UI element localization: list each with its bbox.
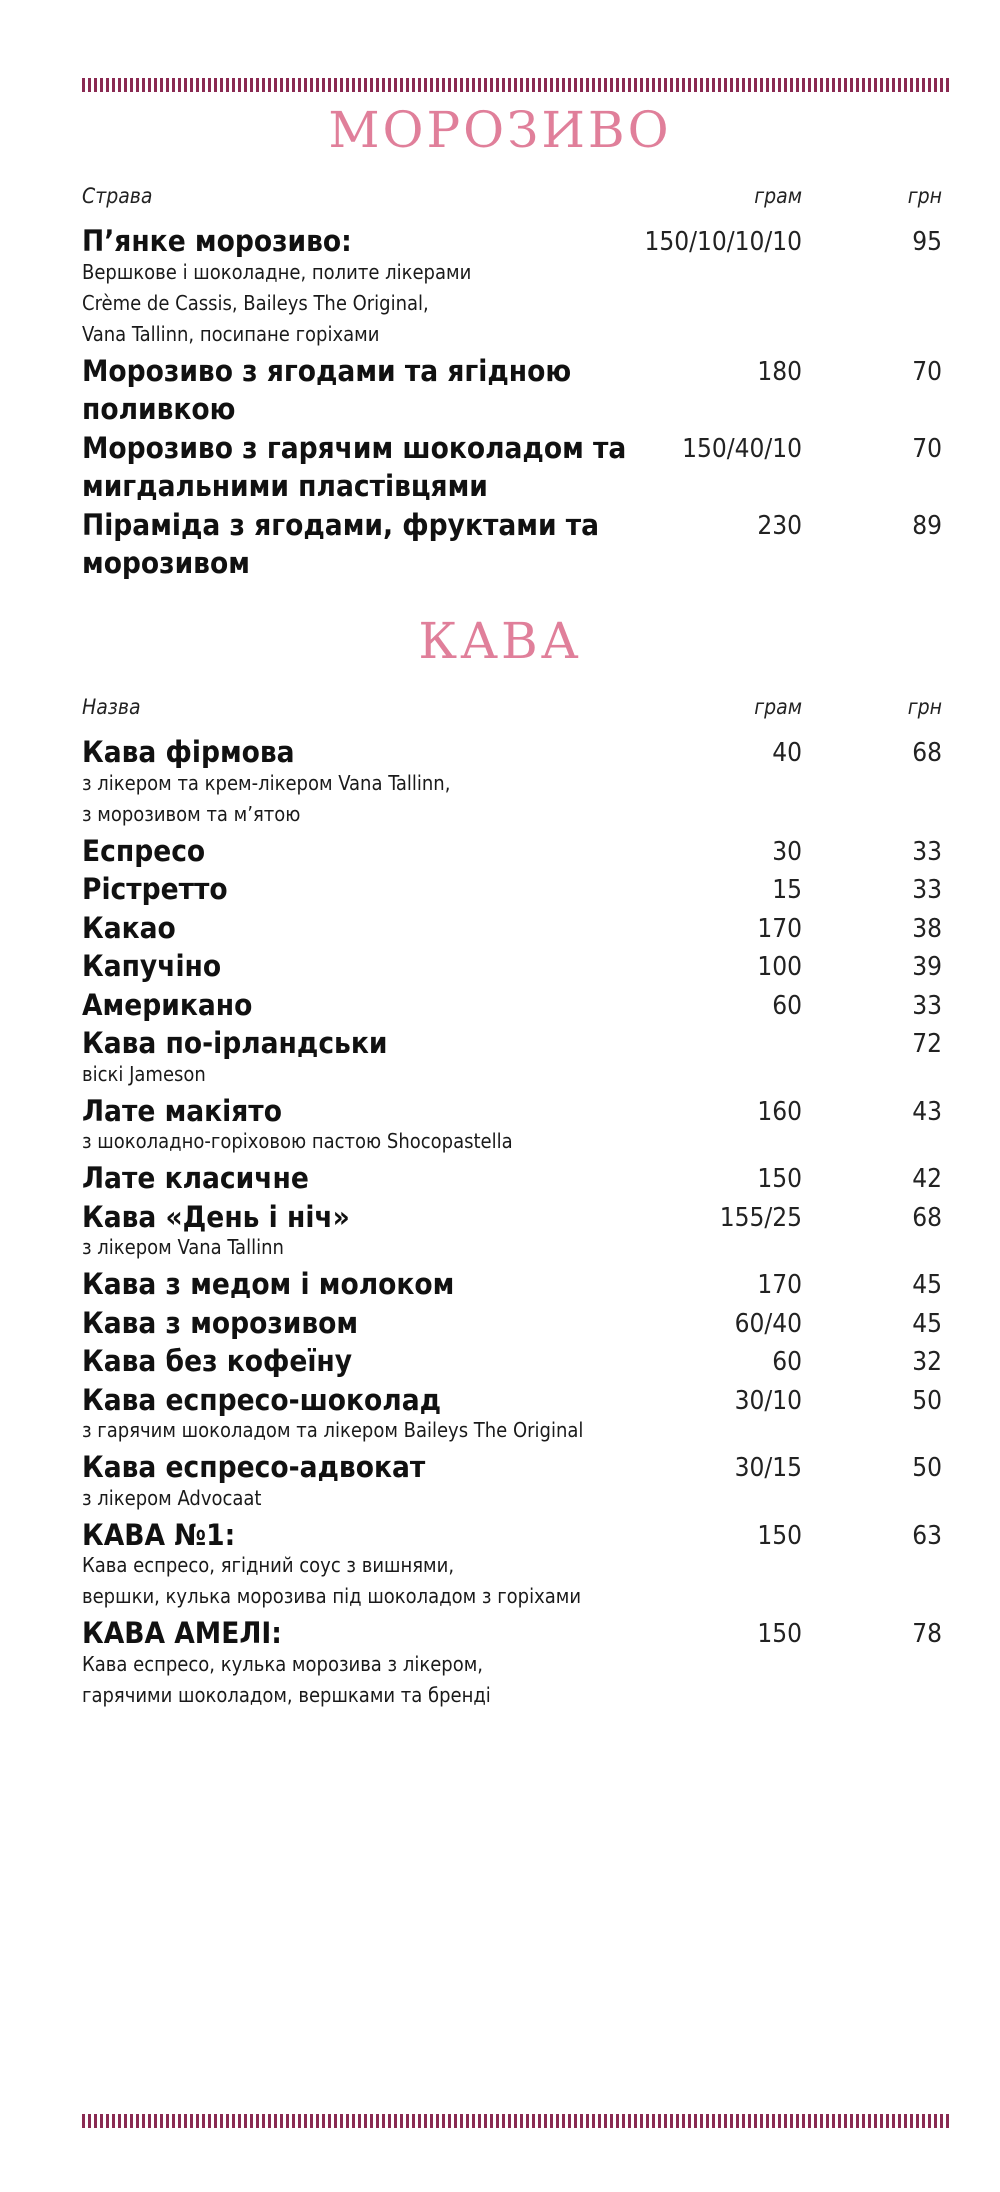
menu-item [82, 733, 942, 830]
item-weight: 150/10/10/10 [644, 227, 802, 257]
menu-item [82, 832, 942, 871]
item-name: Кава з медом і молоком [82, 1267, 455, 1301]
header-gram: грам [754, 184, 802, 208]
item-name: Кава з морозивом [82, 1305, 359, 1340]
item-name: Кава по-ірландськи [82, 1026, 388, 1060]
item-name: Кава без кофеїну [82, 1344, 353, 1378]
item-price: 68 [912, 1202, 942, 1233]
item-weight: 30 [772, 836, 802, 867]
item-price: 42 [912, 1164, 942, 1194]
item-description: Вершкове і шоколадне, полите лікерами Crème de Cassis, Baileys The Original, Vana Tallinn, посипане горіхами [82, 259, 472, 346]
item-name: Лате макіято [82, 1093, 282, 1128]
item-price: 72 [912, 1029, 942, 1059]
menu-item [82, 1304, 942, 1343]
item-weight: 180 [757, 356, 802, 387]
item-name: КАВА АМЕЛІ: [82, 1616, 282, 1650]
item-description: з лікером Vana Tallinn [82, 1235, 284, 1259]
menu-item [82, 1516, 942, 1613]
item-weight: 100 [757, 952, 802, 982]
header-dish: Страва [82, 184, 153, 208]
item-name: Кава «День і ніч» [82, 1199, 350, 1234]
item-price: 50 [912, 1453, 942, 1483]
item-description: з шоколадно-горіховою пастою Shocopastella [82, 1129, 513, 1153]
item-price: 68 [912, 738, 942, 768]
item-name: Капучіно [82, 949, 222, 983]
menu-item [82, 352, 942, 429]
item-name: Еспресо [82, 833, 206, 868]
ice-cream-items [82, 222, 942, 583]
ice-cream-menu-table [82, 184, 942, 583]
item-name: Морозиво з гарячим шоколадом та мигдальними пластівцями [82, 430, 627, 503]
bottom-decorative-border [82, 2114, 950, 2128]
table-header [82, 184, 942, 216]
item-price: 39 [912, 952, 942, 982]
menu-item [82, 1614, 942, 1711]
item-weight: 60/40 [734, 1308, 802, 1339]
item-price: 33 [912, 836, 942, 867]
item-price: 45 [912, 1270, 942, 1300]
item-weight: 170 [757, 913, 802, 944]
item-name: Какао [82, 910, 176, 945]
table-header [82, 695, 942, 727]
item-price: 38 [912, 913, 942, 944]
menu-item [82, 1092, 942, 1158]
item-weight: 170 [757, 1270, 802, 1300]
item-name: П’янке морозиво: [82, 224, 352, 258]
item-weight: 150 [757, 1619, 802, 1649]
item-weight: 15 [772, 875, 802, 905]
item-price: 63 [912, 1520, 942, 1551]
item-weight: 150/40/10 [682, 433, 802, 464]
menu-item [82, 909, 942, 948]
item-weight: 160 [757, 1096, 802, 1127]
item-weight: 60 [772, 990, 802, 1021]
item-weight: 150 [757, 1164, 802, 1194]
menu-item [82, 986, 942, 1025]
top-decorative-border [82, 78, 950, 92]
item-price: 33 [912, 990, 942, 1021]
menu-item [82, 222, 942, 350]
item-description: Кава еспресо, ягідний соус з вишнями, вершки, кулька морозива під шоколадом з горіхами [82, 1553, 582, 1608]
item-weight: 30/10 [734, 1385, 802, 1416]
item-description: з гарячим шоколадом та лікером Baileys The Original [82, 1418, 584, 1442]
item-name: Кава еспресо-шоколад [82, 1382, 442, 1417]
header-price: грн [907, 184, 942, 208]
menu-item [82, 1342, 942, 1381]
menu-item [82, 870, 942, 909]
item-name: Піраміда з ягодами, фруктами та морозивом [82, 507, 600, 580]
section-title-coffee: КАВА [418, 612, 582, 670]
menu-item [82, 429, 942, 506]
item-name: Лате класичне [82, 1161, 309, 1195]
item-weight: 30/15 [734, 1453, 802, 1483]
item-name: Кава фірмова [82, 735, 295, 769]
menu-item [82, 1159, 942, 1198]
item-name: Рістретто [82, 872, 228, 906]
item-price: 45 [912, 1308, 942, 1339]
item-price: 32 [912, 1347, 942, 1377]
item-weight: 230 [757, 510, 802, 541]
item-description: з лікером та крем-лікером Vana Tallinn, з морозивом та м’ятою [82, 770, 451, 826]
header-name: Назва [82, 695, 141, 719]
item-description: віскі Jameson [82, 1061, 206, 1086]
item-price: 70 [912, 356, 942, 387]
item-weight: 40 [772, 738, 802, 768]
item-name: Морозиво з ягодами та ягідною поливкою [82, 353, 572, 426]
header-gram: грам [754, 695, 802, 719]
item-price: 70 [912, 433, 942, 464]
item-price: 78 [912, 1619, 942, 1649]
coffee-items [82, 733, 942, 1711]
item-price: 43 [912, 1096, 942, 1127]
menu-item [82, 947, 942, 986]
menu-item [82, 1024, 942, 1090]
header-price: грн [907, 695, 942, 719]
item-price: 33 [912, 875, 942, 905]
coffee-menu-table [82, 695, 942, 1713]
section-title-ice-cream: МОРОЗИВО [328, 101, 672, 159]
menu-item [82, 1381, 942, 1447]
menu-item [82, 1265, 942, 1304]
item-weight: 155/25 [719, 1202, 802, 1233]
item-weight: 60 [772, 1347, 802, 1377]
item-price: 89 [912, 510, 942, 541]
item-name: Кава еспресо-адвокат [82, 1450, 426, 1484]
item-name: КАВА №1: [82, 1517, 236, 1552]
menu-item [82, 506, 942, 583]
menu-item [82, 1198, 942, 1264]
item-name: Американо [82, 987, 253, 1022]
item-price: 50 [912, 1385, 942, 1416]
item-description: Кава еспресо, кулька морозива з лікером, гарячими шоколадом, вершками та бренді [82, 1651, 491, 1707]
item-weight: 150 [757, 1520, 802, 1551]
item-price: 95 [912, 227, 942, 257]
item-description: з лікером Advocaat [82, 1485, 262, 1510]
menu-item [82, 1448, 942, 1514]
